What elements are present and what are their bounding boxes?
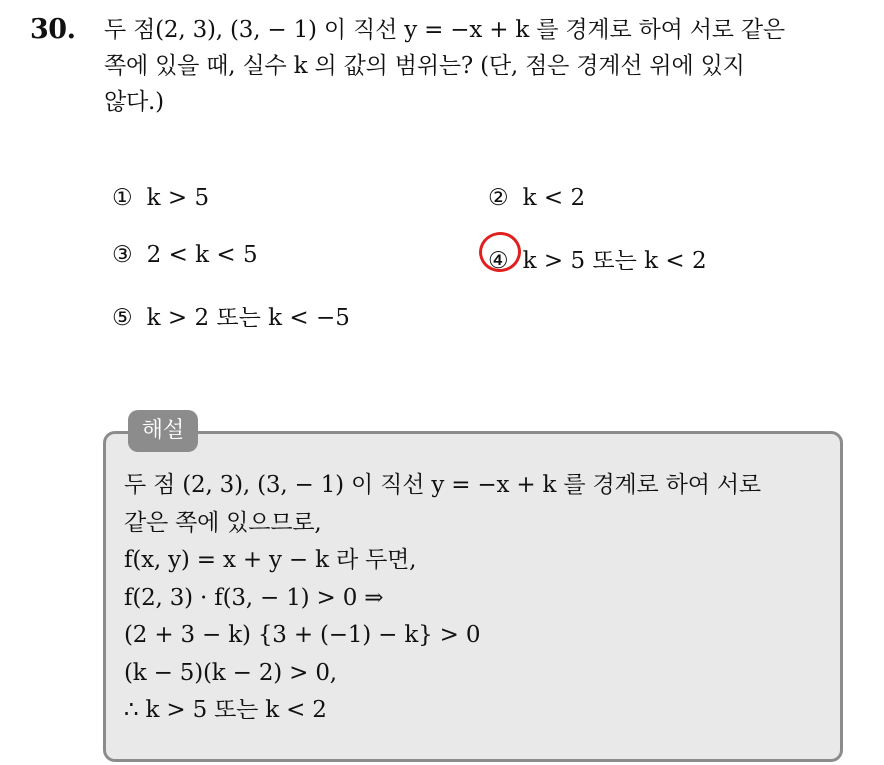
choice-1[interactable] — [112, 185, 209, 211]
choice-text: k > 5 — [146, 185, 210, 211]
explanation-label: 해설 — [128, 410, 198, 452]
explanation-line: ∴ k > 5 또는 k < 2 — [124, 697, 327, 723]
choice-4[interactable] — [488, 242, 707, 275]
choice-number: ④ — [488, 248, 509, 274]
choice-text: k > 2 또는 k < −5 — [146, 305, 350, 331]
question-line: 두 점(2, 3), (3, − 1) 이 직선 y = −x + k 를 경계로 하여 서로 같은 — [104, 17, 785, 43]
choice-5[interactable] — [112, 299, 350, 332]
explanation-line: 같은 쪽에 있으므로, — [124, 509, 322, 536]
choice-2[interactable] — [488, 185, 585, 211]
choice-text: 2 < k < 5 — [146, 242, 258, 268]
question-line: 않다.) — [104, 89, 164, 115]
choice-text: k > 5 또는 k < 2 — [522, 248, 707, 274]
question-line: 쪽에 있을 때, 실수 k 의 값의 범위는? (단, 점은 경계선 위에 있지 — [104, 53, 745, 79]
choice-number: ③ — [112, 242, 133, 268]
explanation-line: (2 + 3 − k) {3 + (−1) − k} > 0 — [124, 622, 481, 648]
question-number: 30. — [30, 14, 76, 45]
explanation-line: 두 점 (2, 3), (3, − 1) 이 직선 y = −x + k 를 경계로 하여 서로 — [124, 472, 761, 498]
explanation-line: f(2, 3) · f(3, − 1) > 0 ⇒ — [124, 584, 384, 611]
explanation-line: f(x, y) = x + y − k 라 두면, — [124, 547, 417, 573]
choice-number: ① — [112, 185, 133, 211]
question-text — [104, 12, 864, 120]
choice-number: ⑤ — [112, 305, 133, 331]
choice-text: k < 2 — [522, 185, 586, 211]
explanation-line: (k − 5)(k − 2) > 0, — [124, 659, 337, 686]
explanation-text — [124, 467, 761, 730]
choice-3[interactable] — [112, 242, 258, 268]
choice-number: ② — [488, 185, 509, 211]
